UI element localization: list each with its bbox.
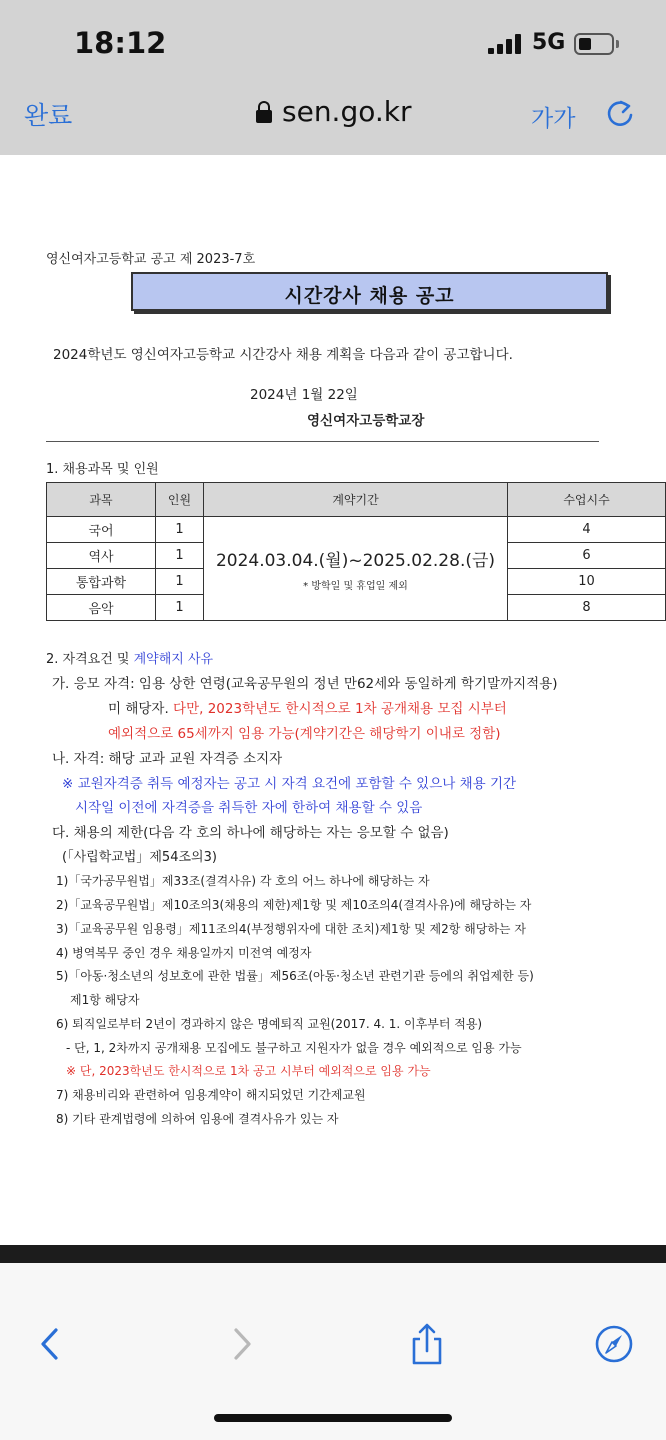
back-icon[interactable] [30, 1322, 70, 1366]
signal-icon [488, 34, 524, 54]
address-bar[interactable] [256, 95, 412, 128]
cell-subject: 역사 [47, 543, 156, 569]
list-item: 2)「교육공무원법」제10조의3(채용의 제한)제1항 및 제10조의4(결격사유)에 해당하는 자 [56, 898, 532, 912]
battery-tip [616, 40, 619, 48]
list-item: 제1항 해당자 [70, 993, 140, 1007]
cell-subject: 통합과학 [47, 569, 156, 595]
col-period: 계약기간 [204, 483, 508, 517]
na-note2: 시작일 이전에 자격증을 취득한 자에 한하여 채용할 수 있음 [75, 800, 423, 816]
ga-line1: 가. 응모 자격: 임용 상한 연령(교육공무원의 정년 만62세와 동일하게 학기말까지적용) [52, 676, 558, 692]
issuer: 영신여자고등학교장 [307, 413, 425, 429]
network-type: 5G [532, 30, 566, 55]
lock-icon [256, 101, 272, 123]
forward-icon[interactable] [222, 1322, 262, 1366]
cell-subject: 음악 [47, 595, 156, 621]
list-item: 6) 퇴직일로부터 2년이 경과하지 않은 명예퇴직 교원(2017. 4. 1. 이후부터 적용) [56, 1017, 483, 1031]
na-note1: ※ 교원자격증 취득 예정자는 공고 시 자격 요건에 포함할 수 있으나 채용 기간 [62, 776, 517, 792]
period-text: 2024.03.04.(월)~2025.02.28.(금) [215, 550, 496, 571]
section2-title-b: 계약해지 사유 [133, 652, 214, 667]
list-item: 3)「교육공무원 임용령」제11조의4(부정행위자에 대한 조치)제1항 및 제2항 해당하는 자 [56, 922, 526, 936]
list-item: 7) 채용비리와 관련하여 임용계약이 해지되었던 기간제교원 [56, 1088, 366, 1102]
cell-hours: 8 [508, 595, 666, 621]
page-end-bar [0, 1245, 666, 1263]
ga-line2-a: 미 해당자. [108, 701, 174, 717]
ga-line3: 예외적으로 65세까지 임용 가능(계약기간은 해당학기 이내로 정함) [108, 726, 501, 742]
notice-date: 2024년 1월 22일 [250, 387, 358, 403]
col-count: 인원 [156, 483, 204, 517]
share-icon[interactable] [407, 1322, 447, 1366]
list-item: ※ 단, 2023학년도 한시적으로 1차 공고 시부터 예외적으로 임용 가능 [66, 1064, 431, 1078]
ga-line2-b: 다만, 2023학년도 한시적으로 1차 공개채용 모집 시부터 [173, 701, 507, 717]
list-item: 8) 기타 관계법령에 의하여 임용에 결격사유가 있는 자 [56, 1112, 339, 1126]
recruitment-table [46, 482, 666, 621]
cell-subject: 국어 [47, 517, 156, 543]
reload-icon[interactable] [604, 98, 636, 130]
col-subject: 과목 [47, 483, 156, 517]
cell-count: 1 [156, 595, 204, 621]
cell-hours: 10 [508, 569, 666, 595]
compass-icon[interactable] [594, 1322, 634, 1366]
table-header-row [47, 483, 666, 517]
list-item: 5)「아동·청소년의 성보호에 관한 법률」제56조(아동·청소년 관련기관 등에의 취업제한 등) [56, 969, 534, 983]
done-button[interactable]: 완료 [24, 101, 73, 130]
col-hours: 수업시수 [508, 483, 666, 517]
section1-title: 1. 채용과목 및 인원 [46, 462, 159, 477]
section2-title [46, 648, 213, 667]
divider [46, 441, 599, 442]
notice-number: 영신여자고등학교 공고 제 2023-7호 [46, 252, 256, 267]
list-item: - 단, 1, 2차까지 공개채용 모집에도 불구하고 지원자가 없을 경우 예외적으로 임용 가능 [66, 1041, 522, 1055]
cell-count: 1 [156, 517, 204, 543]
da-law: (「사립학교법」제54조의3) [62, 850, 217, 865]
cell-count: 1 [156, 569, 204, 595]
na-line: 나. 자격: 해당 교과 교원 자격증 소지자 [52, 751, 283, 767]
page-title: 시간강사 채용 공고 [284, 285, 455, 307]
title-box [131, 272, 608, 311]
battery-icon [574, 33, 614, 55]
period-note: * 방학일 및 휴업일 제외 [303, 580, 408, 592]
section2-title-a: 2. 자격요건 및 [46, 652, 134, 667]
da-line: 다. 채용의 제한(다음 각 호의 하나에 해당하는 자는 응모할 수 없음) [52, 825, 449, 841]
list-item: 4) 병역복무 중인 경우 채용일까지 미전역 예정자 [56, 946, 312, 960]
url-text: sen.go.kr [282, 95, 412, 128]
intro-text: 2024학년도 영신여자고등학교 시간강사 채용 계획을 다음과 같이 공고합니다. [53, 347, 513, 363]
status-time: 18:12 [74, 26, 167, 60]
table-row [47, 517, 666, 543]
cell-count: 1 [156, 543, 204, 569]
browser-chrome [0, 0, 666, 155]
ga-line2 [108, 697, 507, 717]
cell-period [204, 517, 508, 621]
home-indicator [214, 1414, 452, 1422]
cell-hours: 4 [508, 517, 666, 543]
list-item: 1)「국가공무원법」제33조(결격사유) 각 호의 어느 하나에 해당하는 자 [56, 874, 430, 888]
cell-hours: 6 [508, 543, 666, 569]
text-size-button[interactable]: 가가 [531, 106, 576, 132]
